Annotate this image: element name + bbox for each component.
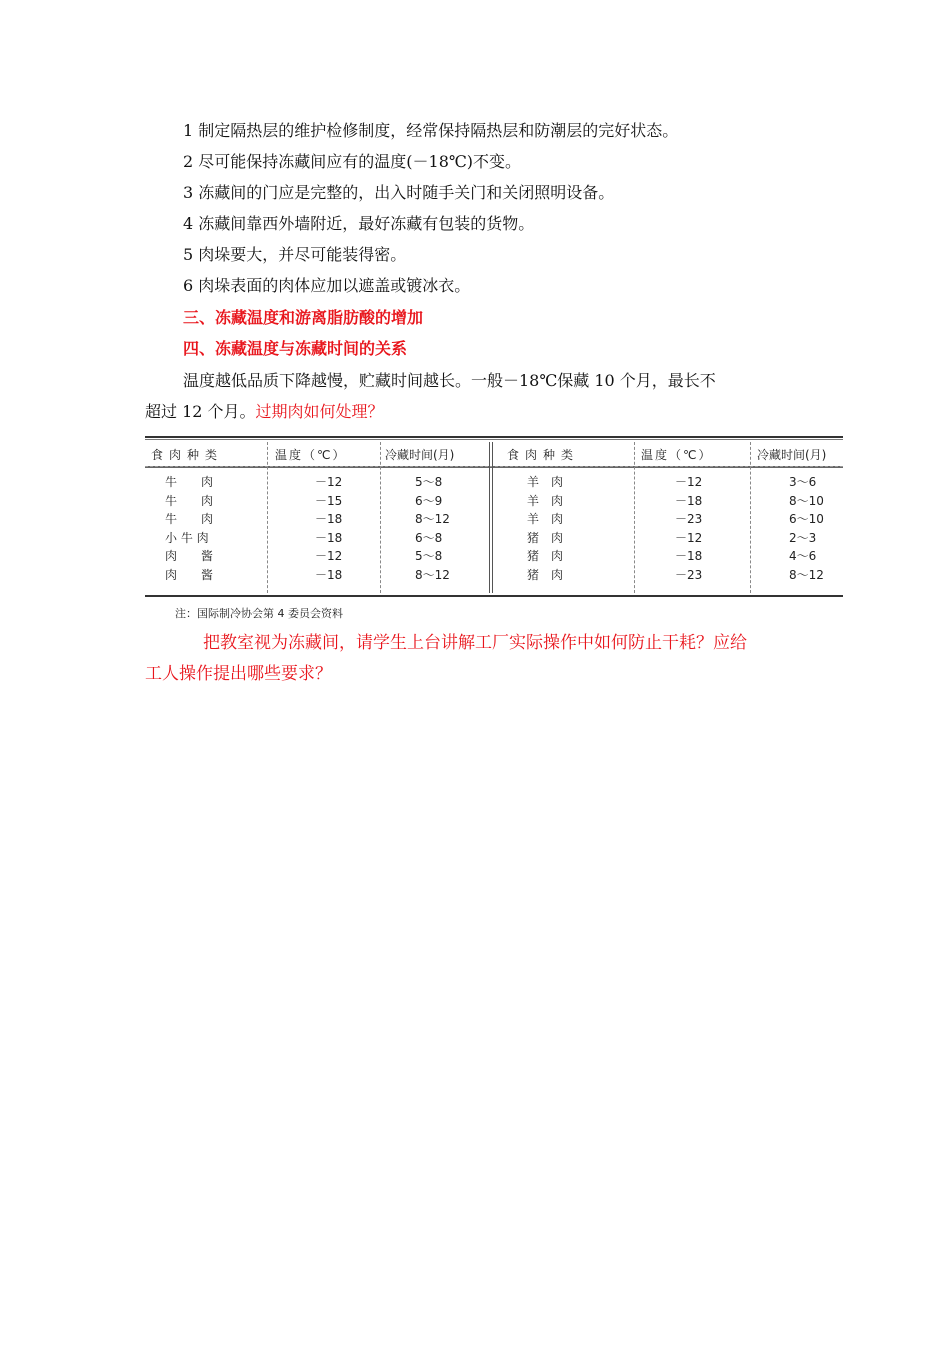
table-rule <box>145 436 843 438</box>
list-item: 2 尽可能保持冻藏间应有的温度(－18℃)不变。 <box>183 152 522 171</box>
table-cell: 小 牛 肉 <box>165 530 209 545</box>
table-header: 食肉种类 <box>507 448 580 462</box>
table-header: 冷藏时间(月) <box>385 448 455 462</box>
table-header: 食肉种类 <box>151 448 224 462</box>
table-cell: 8～12 <box>415 567 450 582</box>
table-header: 温度（℃） <box>275 448 347 462</box>
table-cell: 5～8 <box>415 549 443 563</box>
table-header: 冷藏时间(月) <box>757 448 827 462</box>
table-header: 温度（℃） <box>641 448 713 462</box>
table-cell: －18 <box>675 493 703 508</box>
table-divider <box>380 442 381 593</box>
table-cell: 8～10 <box>789 493 824 508</box>
storage-time-table <box>145 436 843 601</box>
table-divider <box>634 442 635 593</box>
table-cell: －15 <box>315 493 343 508</box>
table-cell: 2～3 <box>789 530 817 545</box>
table-cell: 5～8 <box>415 475 443 489</box>
table-divider <box>489 442 490 593</box>
table-cell: －23 <box>675 567 703 582</box>
table-cell: －18 <box>315 567 343 582</box>
table-cell: 羊 肉 <box>527 475 564 489</box>
table-cell: －12 <box>315 549 343 563</box>
table-cell: 3～6 <box>789 475 817 489</box>
list-item: 5 肉垛要大，并尽可能装得密。 <box>183 245 407 264</box>
paragraph-line <box>145 402 384 422</box>
table-cell: 牛 肉 <box>165 475 214 489</box>
paragraph-text: 超过 12 个月。 <box>145 402 256 421</box>
question-line: 工人操作提出哪些要求？ <box>145 664 332 684</box>
table-cell: －12 <box>315 475 343 489</box>
table-cell: 羊 肉 <box>527 493 564 508</box>
table-cell: 猪 肉 <box>527 549 564 563</box>
table-cell: －18 <box>315 530 343 545</box>
table-cell: －23 <box>675 512 703 526</box>
table-cell: －12 <box>675 475 703 489</box>
table-cell: 猪 肉 <box>527 567 564 582</box>
table-cell: 羊 肉 <box>527 512 564 526</box>
table-cell: 4～6 <box>789 549 817 563</box>
table-cell: 8～12 <box>789 567 824 582</box>
table-cell: 6～10 <box>789 512 824 526</box>
table-divider <box>750 442 751 593</box>
table-cell: 6～9 <box>415 493 443 508</box>
list-item: 1 制定隔热层的维护检修制度，经常保持隔热层和防潮层的完好状态。 <box>183 121 679 140</box>
table-cell: －18 <box>675 549 703 563</box>
table-cell: 牛 肉 <box>165 493 214 508</box>
table-rule <box>145 439 843 440</box>
table-cell: 肉 酱 <box>165 549 214 563</box>
table-note: 注：国际制冷协会第 4 委员会资料 <box>175 607 343 620</box>
list-item: 6 肉垛表面的肉体应加以遮盖或镀冰衣。 <box>183 276 471 295</box>
list-item: 4 冻藏间靠西外墙附近，最好冻藏有包装的货物。 <box>183 214 535 233</box>
table-cell: 牛 肉 <box>165 512 214 526</box>
paragraph-line: 温度越低品质下降越慢，贮藏时间越长。一般－18℃保藏 10 个月，最长不 <box>183 371 716 390</box>
table-cell: 肉 酱 <box>165 567 214 582</box>
question-line: 把教室视为冻藏间，请学生上台讲解工厂实际操作中如何防止干耗？应给 <box>203 633 747 653</box>
section-heading: 四、冻藏温度与冻藏时间的关系 <box>183 339 408 358</box>
table-divider <box>267 442 268 593</box>
table-cell: 6～8 <box>415 530 443 545</box>
table-rule <box>145 466 843 468</box>
list-item: 3 冻藏间的门应是完整的，出入时随手关门和关闭照明设备。 <box>183 183 615 202</box>
table-cell: －12 <box>675 530 703 545</box>
section-heading: 三、冻藏温度和游离脂肪酸的增加 <box>183 308 424 327</box>
table-cell: 8～12 <box>415 512 450 526</box>
table-divider <box>492 442 493 593</box>
table-rule <box>145 595 843 597</box>
table-cell: 猪 肉 <box>527 530 564 545</box>
question-text: 过期肉如何处理？ <box>255 402 384 421</box>
table-cell: －18 <box>315 512 343 526</box>
